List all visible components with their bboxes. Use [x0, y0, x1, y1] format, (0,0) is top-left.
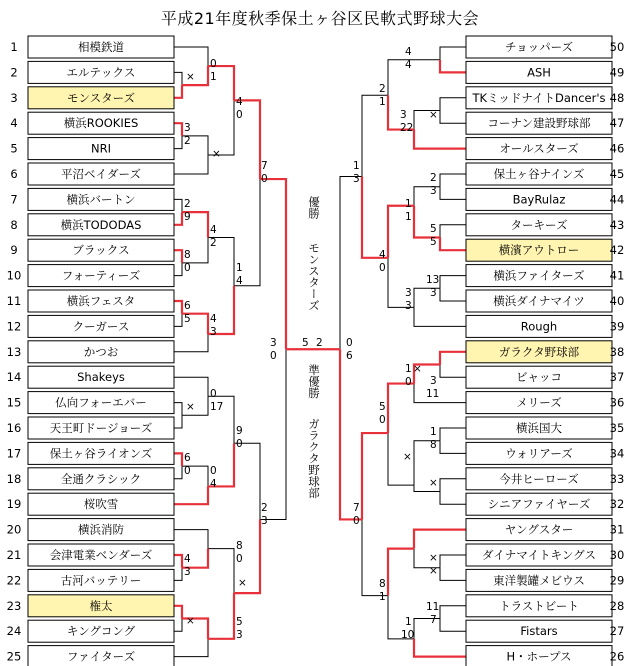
bracket-line: [174, 314, 182, 327]
seed-number: 41: [609, 268, 625, 283]
team-name: エルテックス: [66, 65, 136, 80]
team-name: トラストビート: [499, 598, 579, 613]
score-label: 0: [184, 465, 191, 477]
team-name: 横浜国大: [516, 421, 562, 435]
champion-caption: 優勝: [307, 196, 321, 219]
team-name: 横浜TODODAS: [60, 217, 142, 232]
score-label: 3: [270, 337, 277, 349]
score-label: 0: [236, 553, 243, 565]
seed-number: 3: [10, 90, 18, 105]
score-label: 3: [261, 515, 268, 527]
cross-mark: ×: [413, 363, 422, 375]
seed-number: 10: [6, 268, 22, 283]
seed-number: 46: [609, 141, 625, 156]
cross-mark: ×: [238, 577, 247, 589]
score-label: 7: [261, 160, 268, 172]
bracket-line: [440, 441, 466, 454]
seed-number: 37: [609, 370, 625, 385]
cross-mark: ×: [212, 148, 221, 160]
runner-up-label: [307, 364, 321, 499]
bracket-line: [414, 307, 466, 326]
team-name: ウォリアーズ: [505, 446, 573, 461]
score-label: 11: [426, 601, 440, 613]
team-name: ダイナマイトキングス: [481, 548, 597, 562]
score-label: 2: [184, 135, 191, 147]
runner-up-caption: 準優勝: [307, 364, 321, 399]
bracket-line: [174, 415, 182, 428]
team-name: ガラクタ野球部: [498, 344, 580, 359]
bracket-line: [414, 130, 466, 149]
score-label: 4: [210, 224, 217, 236]
score-label: 3: [405, 300, 412, 312]
bracket-line: [174, 136, 182, 149]
cross-mark: ×: [186, 401, 195, 413]
score-label: 3: [210, 326, 217, 338]
team-name: 今井ヒーローズ: [499, 471, 579, 486]
bracket-lines: [174, 47, 466, 657]
seed-number: 44: [609, 192, 625, 207]
team-name: コーナン建設野球部: [487, 116, 591, 131]
bracket-line: [440, 555, 466, 568]
score-label: 22: [400, 122, 414, 134]
team-name: チョッパーズ: [504, 40, 574, 54]
team-name: 横浜フェスタ: [66, 294, 136, 308]
seed-number: 36: [609, 395, 625, 410]
bracket-line: [440, 187, 466, 200]
bracket-line: [340, 177, 362, 350]
team-name: 横浜バートン: [66, 192, 136, 207]
bracket-line: [440, 276, 466, 289]
score-label: 2: [261, 502, 268, 514]
team-name: 保土ヶ谷ライオンズ: [49, 446, 153, 461]
score-label: 0: [346, 337, 353, 349]
seed-number: 34: [609, 446, 625, 461]
cross-mark: ×: [429, 109, 438, 121]
score-label: 1: [405, 198, 412, 210]
bracket-line: [440, 238, 466, 251]
score-label: 1: [405, 616, 412, 628]
bracket-line: [174, 301, 182, 314]
team-name: フォーティーズ: [61, 268, 141, 283]
seed-number: 18: [6, 471, 22, 486]
score-label: 0: [210, 388, 217, 400]
team-name: オールスターズ: [499, 141, 579, 156]
seed-number: 23: [6, 598, 22, 613]
score-label: 0: [353, 515, 360, 527]
score-label: 0: [405, 376, 412, 388]
team-name: 横浜ファイターズ: [493, 268, 585, 283]
score-label: 5: [184, 313, 191, 325]
seed-number: 32: [609, 497, 625, 512]
team-name: ターキーズ: [510, 217, 568, 232]
bracket-line: [414, 384, 466, 403]
team-name: 会津電業ベンダーズ: [49, 548, 153, 562]
bracket-line: [174, 568, 182, 581]
score-label: 4: [405, 46, 412, 58]
team-name: シニアファイヤーズ: [487, 497, 591, 512]
bracket-line: [208, 549, 234, 593]
team-name: 横濱アウトロー: [498, 243, 580, 258]
score-label: 5: [236, 616, 243, 628]
seed-number: 7: [10, 192, 18, 207]
score-label: 8: [236, 540, 243, 552]
bracket-line: [260, 179, 286, 349]
bracket-line: [174, 334, 208, 352]
team-name: 古河バッテリー: [60, 573, 142, 588]
team-name: NRI: [91, 141, 111, 156]
bracket-line: [440, 365, 466, 378]
seed-number: 49: [609, 65, 625, 80]
team-name: ビャッコ: [516, 370, 562, 385]
score-label: 5: [302, 337, 309, 349]
seed-number: 5: [10, 141, 18, 156]
runner-up-team-name: ガラクタ野球部: [307, 418, 321, 499]
score-label: 0: [379, 262, 386, 274]
score-label: 4: [236, 275, 243, 287]
bracket-line: [174, 606, 182, 619]
bracket-line: [388, 60, 440, 96]
team-name: Fistars: [520, 624, 558, 639]
score-label: 4: [405, 59, 412, 71]
team-name: 仏向フォーエバー: [55, 395, 147, 410]
seed-number: 14: [6, 370, 22, 385]
score-label: 8: [430, 439, 437, 451]
team-name: Shakeys: [77, 370, 125, 385]
team-name: 保土ヶ谷ナインズ: [493, 167, 585, 181]
team-name: 横浜消防: [78, 522, 124, 537]
seed-number: 42: [609, 243, 625, 258]
score-label: 3: [353, 173, 360, 185]
bracket-line: [440, 98, 466, 111]
bracket-line: [174, 486, 208, 504]
bracket-line: [440, 492, 466, 505]
score-label: 0: [236, 109, 243, 121]
bracket-line: [174, 530, 208, 549]
score-label: 1: [405, 363, 412, 375]
score-label: 4: [236, 96, 243, 108]
score-label: 4: [379, 249, 386, 261]
seed-number: 11: [6, 294, 22, 308]
seed-number: 17: [6, 446, 22, 461]
bracket-line: [388, 549, 414, 596]
bracket-line: [174, 123, 182, 136]
bracket-line: [440, 225, 466, 238]
cross-mark: ×: [186, 71, 195, 83]
seed-number: 1: [10, 40, 18, 54]
score-label: 13: [426, 274, 440, 286]
seed-number: 39: [609, 319, 625, 334]
bracket-line: [440, 352, 466, 365]
score-label: 1: [430, 426, 437, 438]
cross-mark: ×: [186, 615, 195, 627]
bracket-line: [174, 199, 182, 212]
score-label: 4: [210, 478, 217, 490]
seed-number: 22: [6, 573, 22, 588]
score-label: 2: [430, 172, 437, 184]
score-label: 2: [316, 337, 323, 349]
champion-team-name: モンスターズ: [307, 242, 321, 311]
score-label: 9: [184, 211, 191, 223]
bracket-line: [362, 433, 388, 519]
seed-number: 19: [6, 497, 22, 512]
score-label: 1: [405, 211, 412, 223]
team-name: ヤングスター: [504, 522, 574, 537]
seed-number: 29: [609, 573, 625, 588]
cross-mark: ×: [429, 477, 438, 489]
seed-number: 38: [609, 344, 625, 359]
score-label: 1: [210, 71, 217, 83]
seed-number: 26: [609, 649, 625, 664]
bracket-line: [260, 349, 286, 519]
seed-number: 25: [6, 649, 22, 664]
score-label: 3: [430, 375, 437, 387]
score-label: 0: [210, 465, 217, 477]
seed-number: 15: [6, 395, 22, 410]
bracket-line: [208, 593, 234, 639]
score-label: 0: [184, 262, 191, 274]
seed-number: 30: [609, 548, 625, 562]
seed-number: 45: [609, 167, 625, 181]
seed-number: 28: [609, 598, 625, 613]
bracket-line: [174, 639, 208, 657]
seed-number: 47: [609, 116, 625, 131]
team-boxes: [7, 36, 625, 666]
bracket-line: [440, 606, 466, 619]
team-name: 権太: [89, 598, 113, 613]
bracket-line: [174, 85, 182, 98]
bracket-line: [440, 47, 466, 60]
score-label: 0: [261, 173, 268, 185]
score-label: 8: [184, 249, 191, 261]
bracket-line: [440, 479, 466, 492]
team-name: キングコング: [66, 624, 136, 639]
seed-number: 9: [10, 243, 18, 258]
score-label: 2: [379, 83, 386, 95]
seed-number: 21: [6, 548, 22, 562]
bracket-line: [174, 155, 208, 174]
bracket-line: [234, 443, 260, 519]
score-label: 4: [210, 313, 217, 325]
score-label: 2: [210, 237, 217, 249]
bracket-line: [440, 60, 466, 73]
team-name: 東洋製罐メビウス: [493, 573, 585, 588]
team-name: 横浜ROOKIES: [63, 116, 139, 131]
seed-number: 27: [609, 624, 625, 639]
bracket-line: [414, 530, 466, 549]
team-name: メリーズ: [516, 395, 562, 410]
bracket-line: [340, 349, 362, 519]
score-label: 0: [236, 438, 243, 450]
team-name: ブラックス: [72, 243, 130, 258]
team-name: かつお: [83, 344, 119, 359]
score-label: 1: [379, 96, 386, 108]
bracket-line: [414, 639, 466, 657]
seed-number: 48: [609, 90, 625, 105]
seed-number: 24: [6, 624, 22, 639]
score-label: 5: [430, 236, 437, 248]
bracket-line: [174, 250, 182, 263]
seed-number: 12: [6, 319, 22, 334]
bracket-line: [208, 100, 234, 155]
team-name: モンスターズ: [66, 90, 136, 105]
score-label: 5: [430, 223, 437, 235]
seed-number: 31: [609, 522, 625, 537]
cross-mark: ×: [429, 565, 438, 577]
team-name: Rough: [520, 319, 558, 334]
page-title: 平成21年度秋季保土ヶ谷区民軟式野球大会: [160, 9, 480, 28]
bracket-line: [174, 377, 208, 396]
score-label: 1: [353, 160, 360, 172]
seed-number: 33: [609, 471, 625, 486]
bracket-line: [388, 384, 414, 434]
score-label: 1: [236, 262, 243, 274]
seed-number: 13: [6, 344, 22, 359]
score-label: 0: [210, 58, 217, 70]
champion-label: [307, 195, 321, 311]
team-name: BayRulaz: [512, 192, 566, 207]
score-label: 0: [270, 350, 277, 362]
seed-number: 35: [609, 421, 625, 435]
score-label: 8: [379, 578, 386, 590]
team-name: 平沼ベイダーズ: [61, 167, 141, 181]
score-label: 6: [184, 452, 191, 464]
team-name: 桜吹雪: [83, 497, 119, 512]
bracket-line: [174, 466, 182, 479]
score-label: 7: [353, 502, 360, 514]
seed-number: 50: [609, 40, 625, 54]
score-label: 3: [184, 122, 191, 134]
seed-number: 40: [609, 294, 625, 308]
score-label: 6: [184, 300, 191, 312]
team-name: 相模鉄道: [78, 40, 124, 54]
team-name: ファイターズ: [66, 649, 136, 664]
cross-mark: ×: [429, 552, 438, 564]
score-label: 10: [401, 629, 415, 641]
score-label: 3: [430, 287, 437, 299]
bracket-line: [362, 177, 388, 258]
team-name: H・ホープス: [506, 649, 572, 664]
score-label: 3: [236, 629, 243, 641]
team-name: 天王町ドージョーズ: [49, 421, 153, 435]
score-label: 0: [379, 414, 386, 426]
seed-number: 20: [6, 522, 22, 537]
team-name: 横浜ダイナマイツ: [493, 294, 585, 308]
bracket-line: [174, 403, 182, 416]
score-label: 11: [426, 388, 440, 400]
score-label: 4: [184, 553, 191, 565]
team-name: TKミッドナイトDancer's: [472, 90, 606, 105]
score-label: 3: [184, 566, 191, 578]
seed-number: 6: [10, 167, 18, 181]
bracket-line: [174, 72, 182, 85]
bracket-line: [174, 619, 182, 632]
seed-number: 4: [10, 116, 18, 131]
bracket-line: [440, 619, 466, 632]
bracket-line: [440, 288, 466, 301]
bracket-line: [440, 428, 466, 441]
score-label: 9: [236, 425, 243, 437]
score-label: 2: [184, 198, 191, 210]
score-label: 3: [400, 109, 407, 121]
team-name: ASH: [527, 65, 551, 80]
bracket-line: [440, 111, 466, 124]
score-label: 17: [210, 401, 224, 413]
bracket-line: [174, 212, 182, 225]
score-label: 5: [379, 401, 386, 413]
score-label: 6: [346, 350, 353, 362]
score-labels: [184, 46, 439, 641]
seed-number: 43: [609, 217, 625, 232]
bracket-line: [174, 555, 182, 568]
score-label: 1: [379, 591, 386, 603]
bracket-line: [174, 263, 182, 276]
score-label: 7: [430, 614, 437, 626]
bracket-line: [440, 174, 466, 187]
score-label: 3: [405, 287, 412, 299]
seed-number: 8: [10, 217, 18, 232]
seed-number: 16: [6, 421, 22, 435]
team-name: クーガース: [72, 319, 130, 334]
score-label: 3: [430, 185, 437, 197]
bracket-line: [174, 453, 182, 466]
team-name: 全通クラシック: [60, 471, 142, 486]
seed-number: 2: [10, 65, 18, 80]
bracket-line: [440, 568, 466, 581]
bracket-line: [174, 47, 208, 66]
cross-mark: ×: [403, 451, 412, 463]
